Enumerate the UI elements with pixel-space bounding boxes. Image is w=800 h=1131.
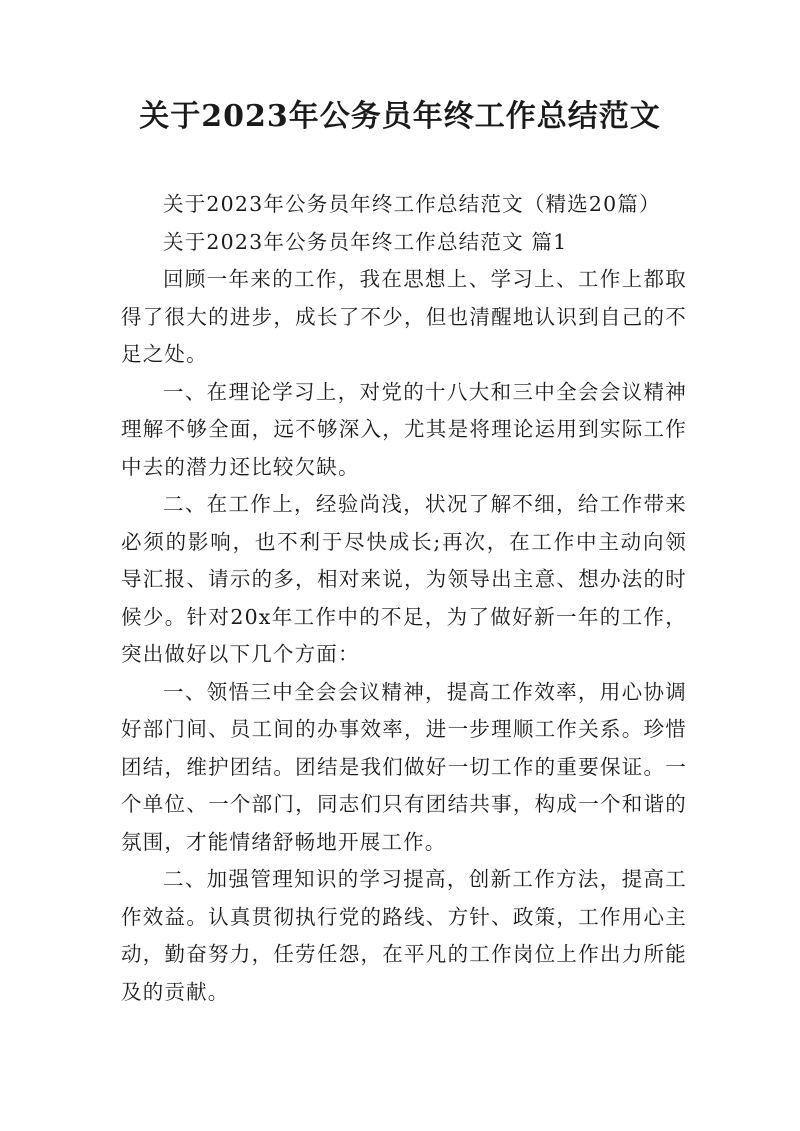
document-body [121, 186, 687, 1011]
subtitle-paragraph: 关于2023年公务员年终工作总结范文（精选20篇） [163, 192, 661, 216]
body-paragraph: 二、加强管理知识的学习提高，创新工作方法，提高工作效益。认真贯彻执行党的路线、方针、政策，工作用心主动，勤奋努力，任劳任怨，在平凡的工作岗位上作出力所能及的贡献。 [121, 867, 687, 1004]
section-heading-paragraph: 关于2023年公务员年终工作总结范文 篇1 [163, 229, 568, 254]
document-title: 关于2023年公务员年终工作总结范文 [139, 99, 661, 134]
body-paragraph: 二、在工作上，经验尚浅，状况了解不细，给工作带来必须的影响，也不利于尽快成长;再次，在工作中主动向领导汇报、请示的多，相对来说，为领导出主意、想办法的时候少。针对20x年工作中的不足，为了做好新一年的工作，突出做好以下几个方面： [121, 492, 687, 666]
body-paragraph: 一、领悟三中全会会议精神，提高工作效率，用心协调好部门间、员工间的办事效率，进一步理顺工作关系。珍惜团结，维护团结。团结是我们做好一切工作的重要保证。一个单位、一个部门，同志们只有团结共事，构成一个和谐的氛围，才能情绪舒畅地开展工作。 [121, 679, 687, 854]
body-paragraph: 一、在理论学习上，对党的十八大和三中全会会议精神理解不够全面，远不够深入，尤其是将理论运用到实际工作中去的潜力还比较欠缺。 [121, 379, 687, 479]
body-paragraph: 回顾一年来的工作，我在思想上、学习上、工作上都取得了很大的进步，成长了不少，但也清醒地认识到自己的不足之处。 [121, 267, 687, 366]
